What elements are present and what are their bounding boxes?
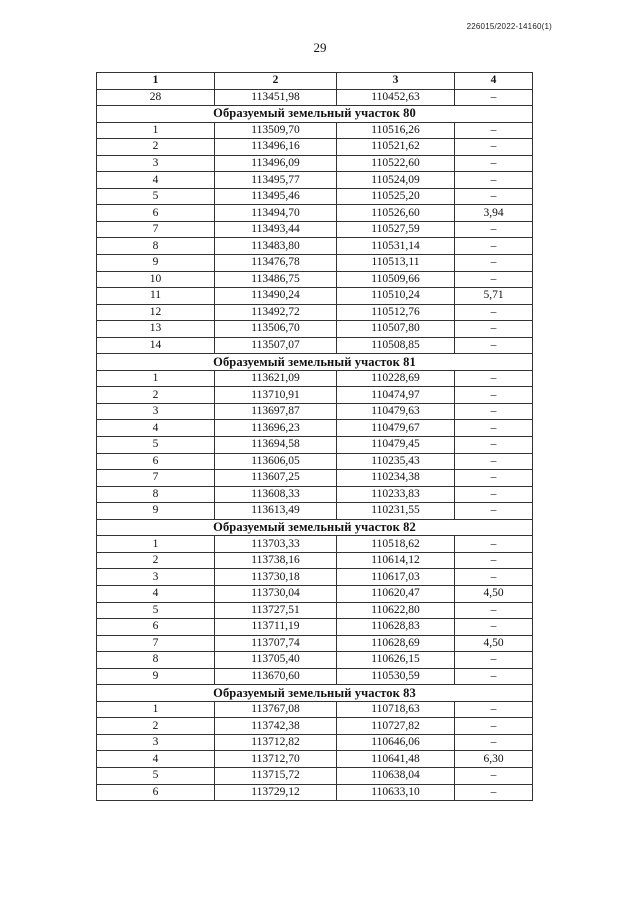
- y-coordinate-cell: 110524,09: [337, 172, 455, 189]
- point-number-cell: 9: [97, 668, 215, 685]
- point-number-cell: 4: [97, 172, 215, 189]
- point-number-cell: 3: [97, 734, 215, 751]
- table-row: [97, 238, 533, 255]
- table-row: [97, 155, 533, 172]
- y-coordinate-cell: 110512,76: [337, 304, 455, 321]
- y-coordinate-cell: 110479,67: [337, 420, 455, 437]
- distance-cell: –: [455, 238, 533, 255]
- distance-cell: –: [455, 437, 533, 454]
- x-coordinate-cell: 113707,74: [215, 635, 337, 652]
- x-coordinate-cell: 113496,16: [215, 139, 337, 156]
- y-coordinate-cell: 110521,62: [337, 139, 455, 156]
- point-number-cell: 28: [97, 89, 215, 106]
- table-row: [97, 453, 533, 470]
- y-coordinate-cell: 110507,80: [337, 321, 455, 338]
- document-id: 226015/2022-14160(1): [466, 22, 552, 31]
- y-coordinate-cell: 110620,47: [337, 585, 455, 602]
- column-header: 4: [455, 73, 533, 90]
- x-coordinate-cell: 113729,12: [215, 784, 337, 801]
- point-number-cell: 8: [97, 652, 215, 669]
- point-number-cell: 1: [97, 370, 215, 387]
- y-coordinate-cell: 110633,10: [337, 784, 455, 801]
- table-row: [97, 536, 533, 553]
- y-coordinate-cell: 110233,83: [337, 486, 455, 503]
- point-number-cell: 7: [97, 470, 215, 487]
- distance-cell: –: [455, 784, 533, 801]
- point-number-cell: 7: [97, 635, 215, 652]
- y-coordinate-cell: 110228,69: [337, 370, 455, 387]
- x-coordinate-cell: 113494,70: [215, 205, 337, 222]
- point-number-cell: 5: [97, 602, 215, 619]
- point-number-cell: 9: [97, 255, 215, 272]
- table-row: [97, 403, 533, 420]
- distance-cell: –: [455, 139, 533, 156]
- distance-cell: 4,50: [455, 635, 533, 652]
- x-coordinate-cell: 113621,09: [215, 370, 337, 387]
- x-coordinate-cell: 113711,19: [215, 619, 337, 636]
- table-row: [97, 767, 533, 784]
- point-number-cell: 3: [97, 155, 215, 172]
- parcel-section-row: [97, 106, 533, 123]
- y-coordinate-cell: 110508,85: [337, 337, 455, 354]
- point-number-cell: 2: [97, 139, 215, 156]
- table-row: [97, 635, 533, 652]
- x-coordinate-cell: 113490,24: [215, 288, 337, 305]
- table-row: [97, 122, 533, 139]
- table-row: [97, 734, 533, 751]
- point-number-cell: 1: [97, 701, 215, 718]
- x-coordinate-cell: 113670,60: [215, 668, 337, 685]
- x-coordinate-cell: 113495,77: [215, 172, 337, 189]
- y-coordinate-cell: 110614,12: [337, 552, 455, 569]
- table-row: [97, 503, 533, 520]
- distance-cell: –: [455, 370, 533, 387]
- x-coordinate-cell: 113738,16: [215, 552, 337, 569]
- y-coordinate-cell: 110628,69: [337, 635, 455, 652]
- table-row: [97, 188, 533, 205]
- distance-cell: –: [455, 321, 533, 338]
- distance-cell: 5,71: [455, 288, 533, 305]
- distance-cell: –: [455, 470, 533, 487]
- distance-cell: –: [455, 387, 533, 404]
- distance-cell: –: [455, 718, 533, 735]
- y-coordinate-cell: 110727,82: [337, 718, 455, 735]
- distance-cell: –: [455, 172, 533, 189]
- point-number-cell: 6: [97, 784, 215, 801]
- y-coordinate-cell: 110231,55: [337, 503, 455, 520]
- table-row: [97, 619, 533, 636]
- table-row: [97, 139, 533, 156]
- point-number-cell: 2: [97, 718, 215, 735]
- point-number-cell: 9: [97, 503, 215, 520]
- y-coordinate-cell: 110638,04: [337, 767, 455, 784]
- column-header: 2: [215, 73, 337, 90]
- distance-cell: 4,50: [455, 585, 533, 602]
- table-row: [97, 569, 533, 586]
- distance-cell: –: [455, 122, 533, 139]
- x-coordinate-cell: 113495,46: [215, 188, 337, 205]
- y-coordinate-cell: 110525,20: [337, 188, 455, 205]
- distance-cell: –: [455, 668, 533, 685]
- point-number-cell: 4: [97, 585, 215, 602]
- table-row: [97, 585, 533, 602]
- y-coordinate-cell: 110518,62: [337, 536, 455, 553]
- distance-cell: –: [455, 420, 533, 437]
- table-row: [97, 205, 533, 222]
- table-row: [97, 668, 533, 685]
- page-number: 29: [313, 40, 327, 55]
- distance-cell: –: [455, 602, 533, 619]
- x-coordinate-cell: 113696,23: [215, 420, 337, 437]
- distance-cell: –: [455, 255, 533, 272]
- point-number-cell: 2: [97, 387, 215, 404]
- point-number-cell: 1: [97, 536, 215, 553]
- point-number-cell: 4: [97, 751, 215, 768]
- coordinates-table: [96, 72, 533, 801]
- point-number-cell: 4: [97, 420, 215, 437]
- point-number-cell: 8: [97, 238, 215, 255]
- point-number-cell: 14: [97, 337, 215, 354]
- parcel-section-row: [97, 685, 533, 702]
- distance-cell: –: [455, 503, 533, 520]
- x-coordinate-cell: 113493,44: [215, 221, 337, 238]
- table-row: [97, 751, 533, 768]
- y-coordinate-cell: 110646,06: [337, 734, 455, 751]
- distance-cell: –: [455, 304, 533, 321]
- y-coordinate-cell: 110452,63: [337, 89, 455, 106]
- table-row: [97, 437, 533, 454]
- parcel-section-title: Образуемый земельный участок 80: [97, 106, 533, 123]
- x-coordinate-cell: 113507,07: [215, 337, 337, 354]
- x-coordinate-cell: 113451,98: [215, 89, 337, 106]
- table-row: [97, 652, 533, 669]
- distance-cell: 6,30: [455, 751, 533, 768]
- point-number-cell: 6: [97, 453, 215, 470]
- point-number-cell: 3: [97, 403, 215, 420]
- y-coordinate-cell: 110235,43: [337, 453, 455, 470]
- x-coordinate-cell: 113767,08: [215, 701, 337, 718]
- x-coordinate-cell: 113606,05: [215, 453, 337, 470]
- distance-cell: –: [455, 652, 533, 669]
- x-coordinate-cell: 113492,72: [215, 304, 337, 321]
- x-coordinate-cell: 113483,80: [215, 238, 337, 255]
- x-coordinate-cell: 113730,04: [215, 585, 337, 602]
- point-number-cell: 10: [97, 271, 215, 288]
- distance-cell: –: [455, 569, 533, 586]
- table-row: [97, 255, 533, 272]
- x-coordinate-cell: 113506,70: [215, 321, 337, 338]
- x-coordinate-cell: 113613,49: [215, 503, 337, 520]
- point-number-cell: 12: [97, 304, 215, 321]
- column-header: 3: [337, 73, 455, 90]
- table-row: [97, 221, 533, 238]
- distance-cell: –: [455, 271, 533, 288]
- x-coordinate-cell: 113697,87: [215, 403, 337, 420]
- parcel-section-title: Образуемый земельный участок 82: [97, 519, 533, 536]
- point-number-cell: 8: [97, 486, 215, 503]
- table-row: [97, 288, 533, 305]
- x-coordinate-cell: 113712,82: [215, 734, 337, 751]
- x-coordinate-cell: 113712,70: [215, 751, 337, 768]
- point-number-cell: 6: [97, 205, 215, 222]
- x-coordinate-cell: 113496,09: [215, 155, 337, 172]
- y-coordinate-cell: 110479,45: [337, 437, 455, 454]
- column-header: 1: [97, 73, 215, 90]
- table-row: [97, 387, 533, 404]
- parcel-section-title: Образуемый земельный участок 81: [97, 354, 533, 371]
- point-number-cell: 1: [97, 122, 215, 139]
- table-row: [97, 602, 533, 619]
- y-coordinate-cell: 110617,03: [337, 569, 455, 586]
- parcel-section-row: [97, 354, 533, 371]
- y-coordinate-cell: 110718,63: [337, 701, 455, 718]
- point-number-cell: 13: [97, 321, 215, 338]
- table-row: [97, 486, 533, 503]
- x-coordinate-cell: 113476,78: [215, 255, 337, 272]
- y-coordinate-cell: 110527,59: [337, 221, 455, 238]
- point-number-cell: 3: [97, 569, 215, 586]
- x-coordinate-cell: 113703,33: [215, 536, 337, 553]
- point-number-cell: 5: [97, 437, 215, 454]
- y-coordinate-cell: 110622,80: [337, 602, 455, 619]
- y-coordinate-cell: 110522,60: [337, 155, 455, 172]
- x-coordinate-cell: 113608,33: [215, 486, 337, 503]
- table-row: [97, 370, 533, 387]
- parcel-section-row: [97, 519, 533, 536]
- y-coordinate-cell: 110513,11: [337, 255, 455, 272]
- distance-cell: –: [455, 221, 533, 238]
- point-number-cell: 5: [97, 188, 215, 205]
- y-coordinate-cell: 110516,26: [337, 122, 455, 139]
- distance-cell: –: [455, 453, 533, 470]
- distance-cell: –: [455, 767, 533, 784]
- table-row: [97, 552, 533, 569]
- table-row: [97, 89, 533, 106]
- x-coordinate-cell: 113710,91: [215, 387, 337, 404]
- distance-cell: –: [455, 155, 533, 172]
- y-coordinate-cell: 110509,66: [337, 271, 455, 288]
- point-number-cell: 7: [97, 221, 215, 238]
- distance-cell: –: [455, 734, 533, 751]
- table-row: [97, 470, 533, 487]
- table-header-row: [97, 73, 533, 90]
- y-coordinate-cell: 110526,60: [337, 205, 455, 222]
- distance-cell: –: [455, 552, 533, 569]
- x-coordinate-cell: 113727,51: [215, 602, 337, 619]
- table-row: [97, 172, 533, 189]
- point-number-cell: 2: [97, 552, 215, 569]
- point-number-cell: 11: [97, 288, 215, 305]
- parcel-section-title: Образуемый земельный участок 83: [97, 685, 533, 702]
- table-row: [97, 701, 533, 718]
- y-coordinate-cell: 110641,48: [337, 751, 455, 768]
- x-coordinate-cell: 113509,70: [215, 122, 337, 139]
- distance-cell: –: [455, 536, 533, 553]
- table-row: [97, 718, 533, 735]
- x-coordinate-cell: 113486,75: [215, 271, 337, 288]
- y-coordinate-cell: 110234,38: [337, 470, 455, 487]
- distance-cell: –: [455, 403, 533, 420]
- y-coordinate-cell: 110626,15: [337, 652, 455, 669]
- x-coordinate-cell: 113694,58: [215, 437, 337, 454]
- table-row: [97, 321, 533, 338]
- table-row: [97, 271, 533, 288]
- y-coordinate-cell: 110474,97: [337, 387, 455, 404]
- x-coordinate-cell: 113730,18: [215, 569, 337, 586]
- table-row: [97, 784, 533, 801]
- y-coordinate-cell: 110479,63: [337, 403, 455, 420]
- table-row: [97, 337, 533, 354]
- y-coordinate-cell: 110530,59: [337, 668, 455, 685]
- table-row: [97, 420, 533, 437]
- y-coordinate-cell: 110628,83: [337, 619, 455, 636]
- x-coordinate-cell: 113705,40: [215, 652, 337, 669]
- distance-cell: –: [455, 89, 533, 106]
- distance-cell: –: [455, 188, 533, 205]
- table-row: [97, 304, 533, 321]
- point-number-cell: 6: [97, 619, 215, 636]
- y-coordinate-cell: 110510,24: [337, 288, 455, 305]
- distance-cell: 3,94: [455, 205, 533, 222]
- distance-cell: –: [455, 486, 533, 503]
- x-coordinate-cell: 113742,38: [215, 718, 337, 735]
- distance-cell: –: [455, 701, 533, 718]
- point-number-cell: 5: [97, 767, 215, 784]
- x-coordinate-cell: 113715,72: [215, 767, 337, 784]
- y-coordinate-cell: 110531,14: [337, 238, 455, 255]
- distance-cell: –: [455, 619, 533, 636]
- distance-cell: –: [455, 337, 533, 354]
- x-coordinate-cell: 113607,25: [215, 470, 337, 487]
